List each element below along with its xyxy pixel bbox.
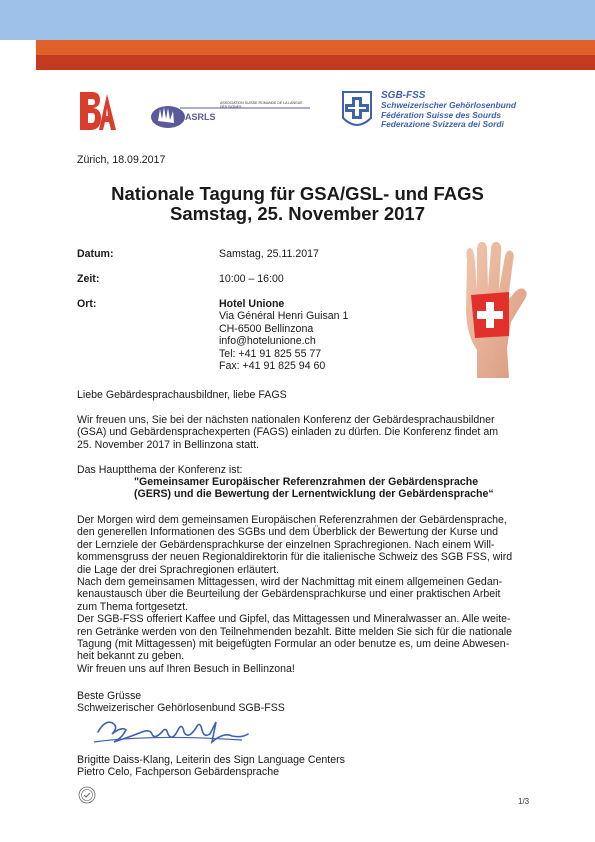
body-line: Nach dem gemeinsamen Mittagessen, wird der Nachmittag mit einem allgemeinen Gedan- (77, 576, 503, 589)
body-line: kenaustausch über die Beurteilung der Gebärdensprachkurse und einer praktischen Arbeit (77, 588, 501, 601)
venue-phone: Tel: +41 91 825 55 77 (219, 347, 322, 360)
sgb-logo-line2: Fédération Suisse des Sourds (381, 109, 502, 120)
theme-line1: "Gemeinsamer Europäischer Referenzrahmen der Gebärdensprache (134, 476, 479, 488)
sgb-logo-abbr: SGB-FSS (381, 90, 426, 101)
header-band-orange (36, 40, 595, 55)
body-line: Wir freuen uns auf Ihren Besuch in Bellinzona! (77, 662, 295, 675)
body-line: der Lernziele der Gebärdensprachkurse der einzelnen Sprachregionen. Nach einem Will- (77, 538, 495, 551)
sgb-logo-line3: Federazione Svizzera dei Sordi (381, 119, 504, 129)
time-value: 10:00 – 16:00 (219, 273, 284, 285)
page-number: 1/3 (518, 797, 530, 806)
intro-line: 25. November 2017 in Bellinzona statt. (77, 438, 259, 451)
venue-address: Via Général Henri Guisan 1 (219, 310, 349, 323)
time-label: Zeit: (77, 273, 100, 285)
theme-intro: Das Hauptthema der Konferenz ist: (77, 464, 243, 476)
venue-fax: Fax: +41 91 825 94 60 (219, 360, 326, 373)
header-band-red (36, 55, 595, 70)
sgb-logo-line1: Schweizerischer Gehörlosenbund (381, 100, 516, 110)
signatory-2: Pietro Celo, Fachperson Gebärdensprache (77, 766, 279, 778)
body-line: Tagung (mit Mittagessen) mit beigefügten Formular an oder benutze es, um deine Abwesen- (77, 638, 510, 651)
body-line: kommensgruss der neuen Regionaldirektorin für die italienische Schweiz des SGB FSS, wird (77, 551, 513, 564)
venue-name: Hotel Unione (219, 298, 285, 310)
swiss-flag-hand-illustration (455, 240, 535, 380)
venue-city: CH-6500 Bellinzona (219, 322, 314, 335)
body-line: zum Thema fortgesetzt. (77, 600, 189, 613)
body-line: den generellen Informationen des SGBs und dem Überblick der Bewertung der Kurse und (77, 526, 499, 539)
body-line: heit bekannt zu geben. (77, 650, 185, 663)
bga-logo (78, 90, 118, 132)
letter-title-line1: Nationale Tagung für GSA/GSL- und FAGS (111, 183, 484, 204)
body-line: ren Getränke werden von den Teilnehmenden bezahlt. Bitte melden Sie sich für die nationale (77, 625, 513, 638)
intro-line: (GSA) und Gebärdensprachexperten (FAGS) einladen zu dürfen. Die Konferenz findet am (77, 426, 499, 439)
venue-block (219, 298, 348, 372)
asrls-caption: ASSOCIATION SUISSE ROMANDE DE LA LANGUE DES SIGNES (220, 101, 303, 109)
asrls-abbr: ASRLS (185, 112, 216, 122)
header-band-blue (0, 0, 595, 40)
body-line: Der SGB-FSS offeriert Kaffee und Gipfel, das Mittagessen und Mineralwasser an. Alle weite- (77, 613, 511, 626)
venue-email: info@hotelunione.ch (219, 335, 316, 348)
place-date: Zürich, 18.09.2017 (77, 154, 166, 166)
body-line: die Lage der drei Sprachregionen erläutert. (77, 563, 280, 576)
intro-line: Wir freuen uns, Sie bei der nächsten nationalen Konferenz der Gebärdesprachausbildner (77, 414, 495, 426)
asrls-logo (150, 99, 310, 129)
intro-paragraph (77, 414, 537, 451)
date-label: Datum: (77, 248, 114, 260)
sender-org: Schweizerischer Gehörlosenbund SGB-FSS (77, 702, 285, 714)
sgb-cross-icon (339, 88, 375, 132)
body-paragraph (77, 514, 537, 675)
letter-title-line2: Samstag, 25. November 2017 (169, 203, 426, 224)
body-line: Der Morgen wird dem gemeinsamen Europäischen Referenzrahmen der Gebärdensprache, (77, 514, 507, 526)
closing: Beste Grüsse (77, 690, 142, 702)
place-label: Ort: (77, 298, 97, 310)
certification-seal-icon (78, 786, 96, 804)
sgb-logo-text (381, 90, 516, 130)
date-value: Samstag, 25.11.2017 (219, 248, 319, 260)
salutation: Liebe Gebärdesprachausbildner, liebe FAGS (77, 389, 287, 401)
signatory-1: Brigitte Daiss-Klang, Leiterin des Sign Language Centers (77, 754, 345, 766)
theme-line2: (GERS) und die Bewertung der Lernentwicklung der Gebärdensprache“ (134, 488, 494, 500)
signature (92, 712, 252, 750)
